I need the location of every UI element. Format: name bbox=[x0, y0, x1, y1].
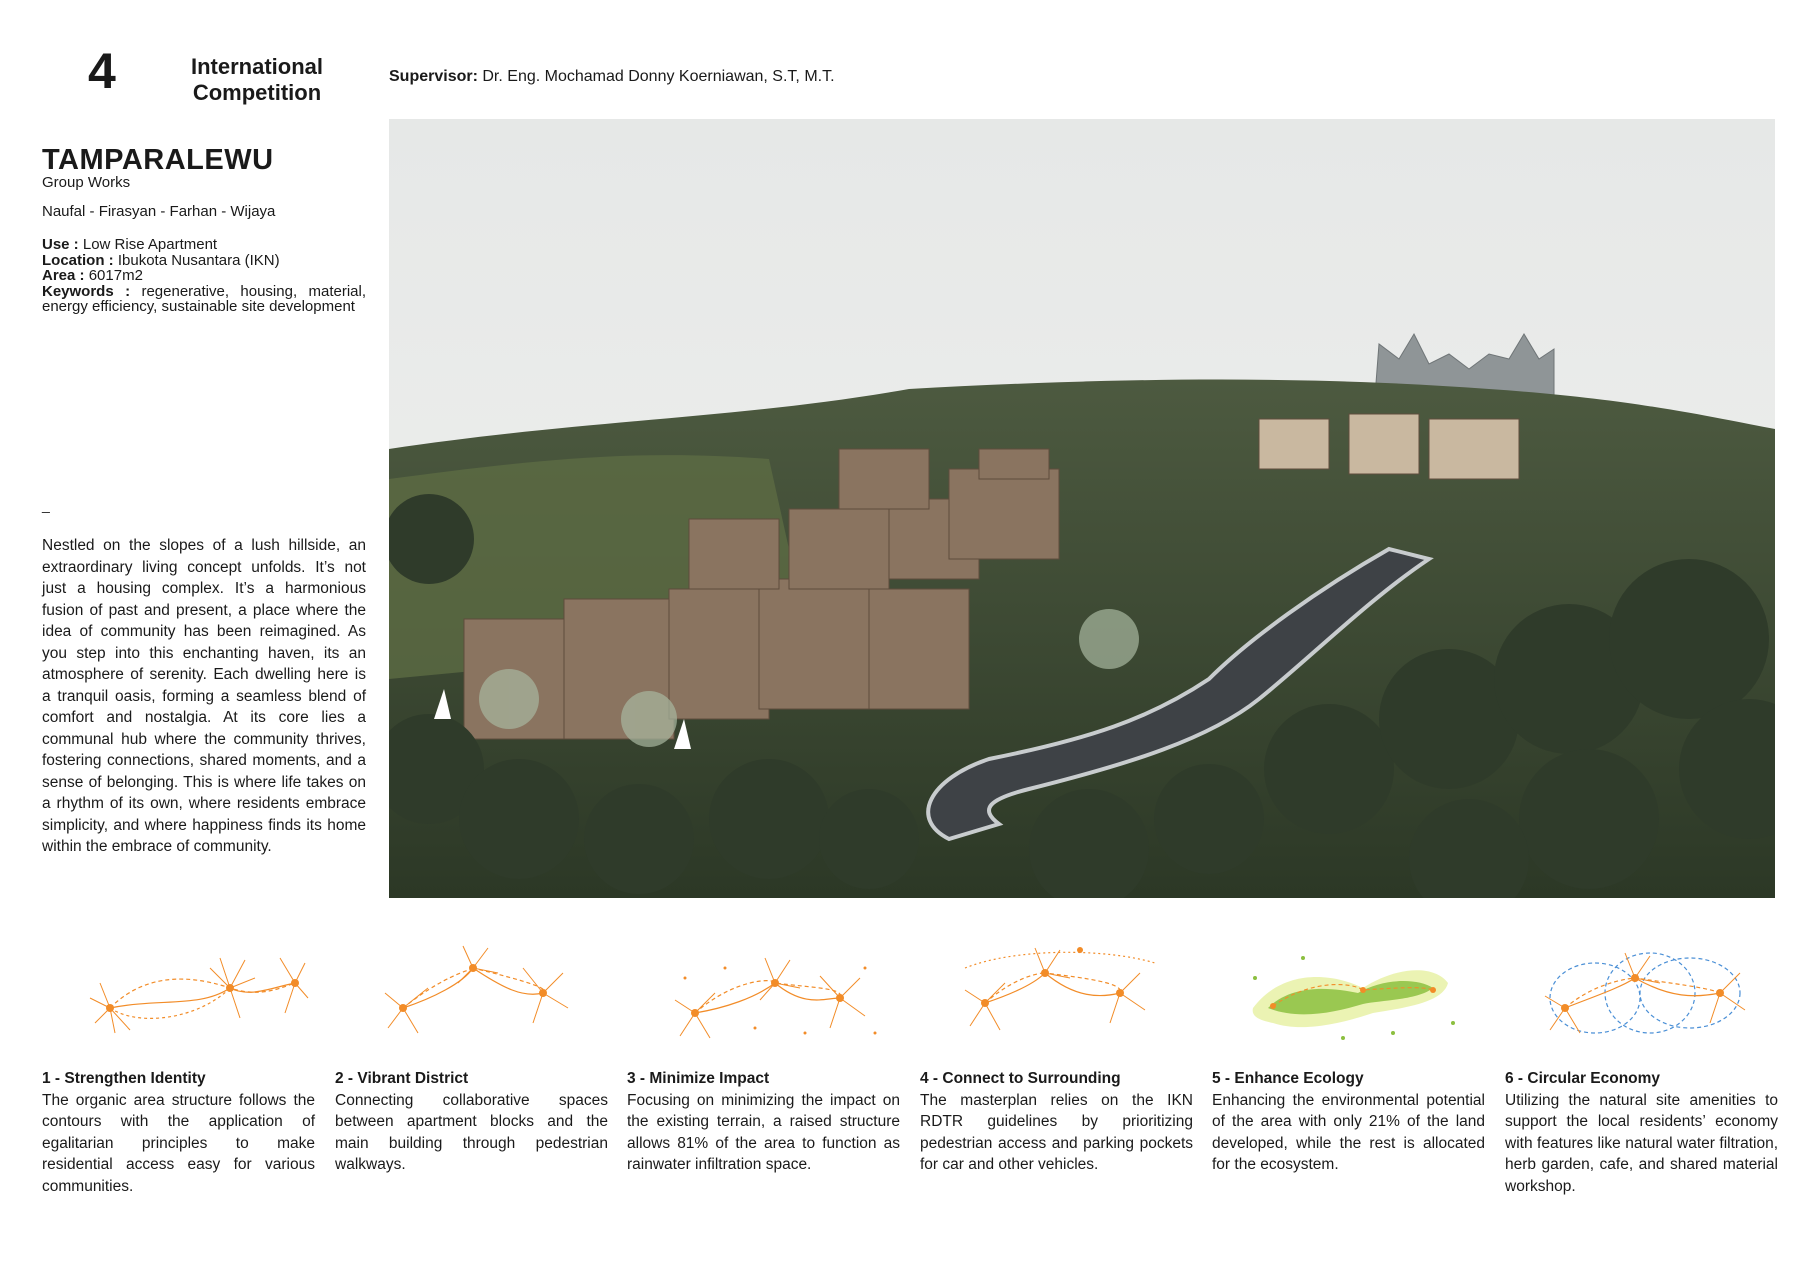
separator: _ bbox=[42, 497, 50, 513]
keywords-label: Keywords : bbox=[42, 282, 131, 300]
project-facts bbox=[42, 237, 366, 315]
concept-strengthen-identity bbox=[42, 1068, 315, 1197]
concept-body: Enhancing the environmental potential of the area with only 21% of the land developed, while the rest is allocated for the ecosystem. bbox=[1212, 1091, 1485, 1173]
concept-title: 3 - Minimize Impact bbox=[627, 1070, 770, 1087]
concept-connect-surrounding bbox=[920, 1068, 1193, 1176]
concept-body: Focusing on minimizing the impact on the existing terrain, a raised structure allows 81% of the area to function as rainwater infiltration space. bbox=[627, 1091, 900, 1173]
section-number: 4 bbox=[88, 43, 116, 99]
supervisor-line bbox=[389, 68, 835, 86]
concept-vibrant-district bbox=[335, 1068, 608, 1176]
diagram-circular-economy bbox=[1530, 938, 1760, 1054]
project-render-image bbox=[389, 119, 1775, 898]
area-value: 6017m2 bbox=[88, 267, 143, 284]
concept-title: 2 - Vibrant District bbox=[335, 1070, 469, 1087]
concept-title: 5 - Enhance Ecology bbox=[1212, 1070, 1364, 1087]
keywords-value: regenerative, housing, material, energy efficiency, sustainable site development bbox=[42, 282, 367, 315]
location-value: Ibukota Nusantara (IKN) bbox=[117, 251, 280, 269]
hillside-render-illustration bbox=[389, 119, 1775, 898]
team-members: Naufal - Firasyan - Farhan - Wijaya bbox=[42, 203, 276, 220]
diagram-strengthen-identity bbox=[80, 938, 310, 1054]
supervisor-label: Supervisor: bbox=[389, 68, 478, 85]
concept-body: The organic area structure follows the contours with the application of egalitarian principles to make residential access easy for various communities. bbox=[42, 1091, 315, 1195]
diagram-connect-surrounding bbox=[955, 938, 1185, 1054]
project-title: TAMPARALEWU bbox=[42, 144, 274, 176]
concept-body: Utilizing the natural site amenities to support the local residents’ economy with features like natural water filtration, herb garden, cafe, and shared material workshop. bbox=[1505, 1091, 1778, 1195]
concept-circular-economy bbox=[1505, 1068, 1778, 1197]
supervisor-name: Dr. Eng. Mochamad Donny Koerniawan, S.T, M.T. bbox=[482, 68, 835, 85]
project-subtitle: Group Works bbox=[42, 174, 131, 191]
concept-enhance-ecology bbox=[1212, 1068, 1485, 1176]
area-label: Area : bbox=[42, 267, 85, 284]
diagram-minimize-impact bbox=[665, 938, 895, 1054]
section-title: International Competition bbox=[190, 54, 323, 105]
project-description: Nestled on the slopes of a lush hillside, an extraordinary living concept unfolds. It’s not just a housing complex. It’s a harmonious fusion of past and present, a place where the idea of community has been reimagined. As you step into this enchanting haven, its an atmosphere of serenity. Each dwelling here is a tranquil oasis, forming a seamless blend of comfort and nostalgia. At its core lies a communal hub where the community thrives, fostering connections, shared moments, and a sense of belonging. This is where life takes on a rhythm of its own, where residents embrace simplicity, and where happiness finds its home within the embrace of community. bbox=[42, 537, 366, 855]
concept-title: 4 - Connect to Surrounding bbox=[920, 1070, 1121, 1087]
concept-minimize-impact bbox=[627, 1068, 900, 1176]
concept-body: The masterplan relies on the IKN RDTR guidelines by prioritizing pedestrian access and parking pockets for car and other vehicles. bbox=[920, 1091, 1193, 1173]
use-value: Low Rise Apartment bbox=[82, 236, 218, 253]
use-label: Use : bbox=[42, 236, 79, 253]
location-label: Location : bbox=[42, 251, 114, 269]
concept-title: 6 - Circular Economy bbox=[1505, 1070, 1661, 1087]
diagram-enhance-ecology bbox=[1243, 938, 1473, 1054]
concept-title: 1 - Strengthen Identity bbox=[42, 1070, 206, 1087]
concept-body: Connecting collaborative spaces between apartment blocks and the main building through pedestrian walkways. bbox=[335, 1091, 608, 1173]
diagram-vibrant-district bbox=[373, 938, 603, 1054]
